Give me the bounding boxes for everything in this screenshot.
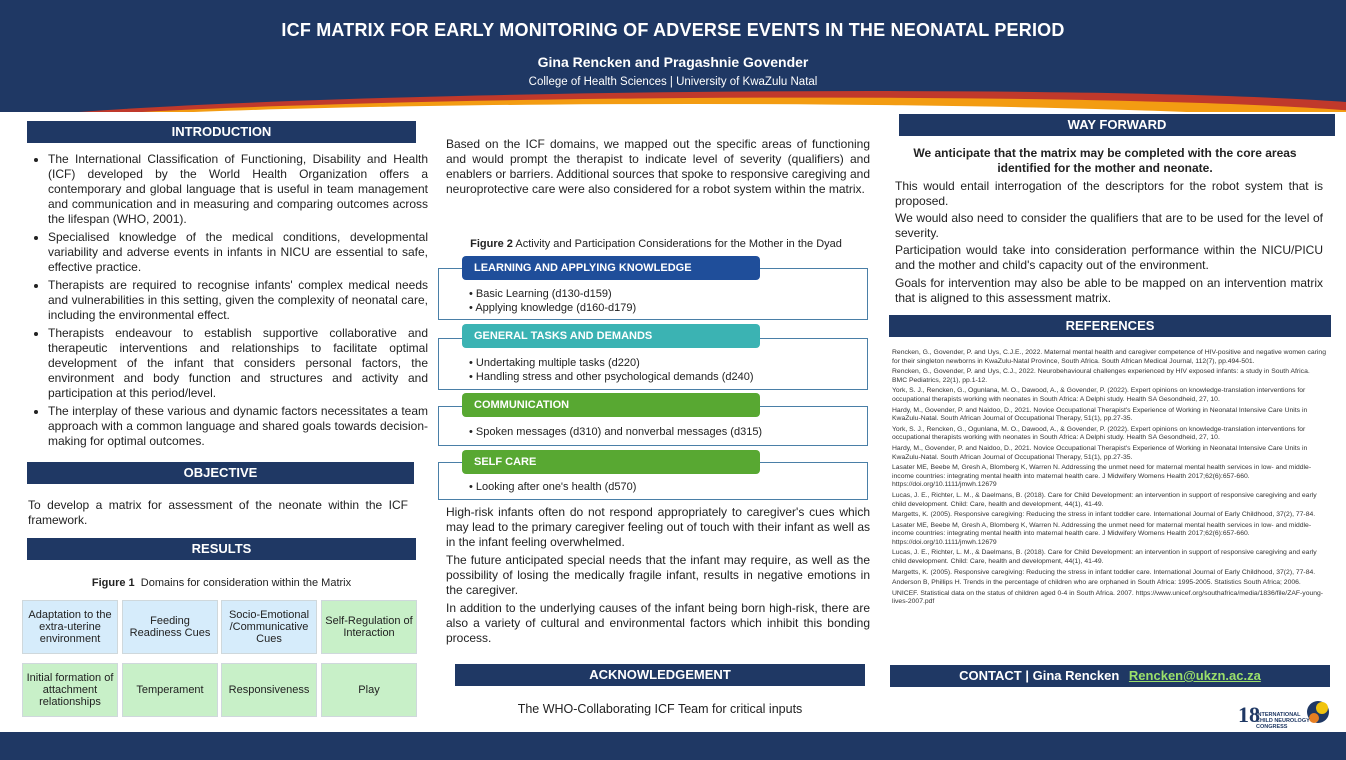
congress-logo (1238, 698, 1330, 732)
figure2-caption-text: Activity and Participation Considerations for the Mother in the Dyad (515, 238, 842, 250)
reference-item: Margetts, K. (2005). Responsive caregiving: Reducing the stress in infant toddler care. International Journal of Early Childhood, 37(2), 77-84. (892, 568, 1316, 576)
activity-item: • Spoken messages (d310) and nonverbal messages (d315) (469, 426, 763, 438)
domain-box: Initial formation of attachment relationships (22, 663, 118, 717)
reference-item: Anderson B, Phillips H. Trends in the percentage of children who are orphaned in South Africa: 1995-2005. Statistics South Africa; 2006. (892, 579, 1301, 587)
figure2-caption (446, 238, 866, 250)
way-forward-paragraph: Participation would take into consideration performance within the NICU/PICU and the mother and child's capacity out of the environment. (895, 243, 1323, 272)
high-risk-paragraph: High-risk infants often do not respond appropriately to caregiver's cues which may lead to the primary caregiver feeling out of touch with their infant as well as in the infant feeling overwhelmed. (446, 505, 870, 549)
activity-item: • Handling stress and other psychological demands (d240) (469, 371, 754, 383)
domain-box: Responsiveness (221, 663, 317, 717)
activity-heading-self-care: SELF CARE (462, 450, 760, 474)
reference-item: Rencken, G., Govender, P. and Uys, C.J., 2022. Neurobehavioural challenges experienced by HIV exposed infants: a study in South Africa. BMC Pediatrics, 22(1), pp.1-12. (892, 368, 1310, 384)
figure1-caption (27, 577, 416, 589)
footer-bar (0, 732, 1346, 760)
reference-item: Hardy, M., Govender, P. and Naidoo, D., 2021. Novice Occupational Therapist's Experience of Working in Neonatal Intensive Care Units in KwaZulu-Natal. South African Journal of Occupational Therapy, 51(1), pp.27-35. (892, 444, 1308, 461)
way-forward-paragraph: This would entail interrogation of the descriptors for the robot system that is proposed. (895, 179, 1323, 208)
reference-item: Lasater ME, Beebe M, Gresh A, Blomberg K, Warren N. Addressing the unmet need for maternal mental health services in low- and middle-income countries: integrating mental health into maternal health care. J Midwifery Womens Health 2017;62(6):657-660. https://doi.org/10.1111/jmwh.12679 (892, 464, 1312, 489)
contact-bar (890, 665, 1330, 687)
reference-item: Rencken, G., Govender, P. and Uys, C.J.E., 2022. Maternal mental health and caregiver competence of HIV-positive and negative women caring for their singleton newborns in KwaZulu-Natal Province, South Africa. South African Medical Journal, 112(7), pp.494-501. (892, 349, 1326, 365)
activity-item: • Applying knowledge (d160-d179) (469, 302, 637, 314)
results-heading: RESULTS (27, 538, 416, 560)
introduction-list (30, 152, 428, 452)
references-heading: REFERENCES (889, 315, 1331, 337)
intro-bullet: • The interplay of these various and dynamic factors necessitates a team approach with a common language and shared goals towards decision-making for optimal outcomes. (48, 404, 428, 449)
activity-item: • Looking after one's health (d570) (469, 481, 637, 493)
reference-item: York, S. J., Rencken, G., Ogunlana, M. O., Dawood, A., & Govender, P. (2022). Expert opinions on knowledge-translation interventions for occupational therapists working with neonates in South Africa: A Delphi study. Health SA Gesondheid, 27, 10. (892, 387, 1306, 403)
reference-item: York, S. J., Rencken, G., Ogunlana, M. O., Dawood, A., & Govender, P. (2022). Expert opinions on knowledge-translation interventions for occupational therapists working with neonates in South Africa: A Delphi study. Health SA Gesondheid, 27, 10. (892, 425, 1306, 442)
acknowledgement-heading: ACKNOWLEDGEMENT (455, 664, 865, 686)
introduction-heading: INTRODUCTION (27, 121, 416, 143)
activity-item: • Undertaking multiple tasks (d220) (469, 357, 640, 369)
domain-box: Play (321, 663, 417, 717)
reference-item: UNICEF. Statistical data on the status of children aged 0-4 in South Africa. 2007. https://www.unicef.org/southafrica/media/1836/file/ZAF-young-lives-2007.pdf (892, 589, 1324, 606)
acknowledgement-text: The WHO-Collaborating ICF Team for critical inputs (517, 702, 803, 716)
bonding-paragraph: In addition to the underlying causes of the infant being born high-risk, there are also a variety of cultural and environmental factors which inhibit this bonding process. (446, 601, 870, 645)
poster-affiliation: College of Health Sciences | University of KwaZulu Natal (528, 76, 818, 88)
domain-box: Feeding Readiness Cues (122, 600, 218, 654)
poster-title: ICF MATRIX FOR EARLY MONITORING OF ADVERSE EVENTS IN THE NEONATAL PERIOD (281, 20, 1065, 40)
way-forward-lead: We anticipate that the matrix may be completed with the core areas identified for the mother and neonate. (913, 146, 1297, 175)
domain-box: Socio-Emotional /Communicative Cues (221, 600, 317, 654)
logo-number: 18 (1238, 702, 1260, 727)
figure2-label: Figure 2 (470, 238, 513, 250)
activity-item: • Basic Learning (d130-d159) (469, 288, 612, 300)
figure1-label: Figure 1 (91, 577, 135, 589)
reference-item: Hardy, M., Govender, P. and Naidoo, D., 2021. Novice Occupational Therapist's Experience of Working in Neonatal Intensive Care Units in KwaZulu-Natal. South African Journal of Occupational Therapy, 51(1), pp.27-35. (892, 406, 1308, 423)
domain-box: Adaptation to the extra-uterine environment (22, 600, 118, 654)
activity-heading-learning: LEARNING AND APPLYING KNOWLEDGE (462, 256, 760, 280)
header-banner (0, 0, 1346, 112)
intro-bullet: • The International Classification of Functioning, Disability and Health (ICF) developed by the World Health Organization offers a contemporary and global language that is useful in team management and communication and in measuring and comparing outcomes across the lifespan (WHO, 2001). (48, 152, 428, 227)
references-list (892, 349, 1326, 609)
domain-box: Temperament (122, 663, 218, 717)
special-needs-paragraph: The future anticipated special needs that the infant may require, as well as the possibility of losing the medically fragile infant, results in negative emotions in the caregiver. (446, 553, 870, 597)
poster-authors: Gina Rencken and Pragashnie Govender (537, 54, 809, 70)
contact-label: CONTACT | Gina Rencken (959, 668, 1120, 683)
logo-text: INTERNATIONAL CHILD NEUROLOGY CONGRESS (1256, 712, 1310, 730)
reference-item: Margetts, K. (2005). Responsive caregiving: Reducing the stress in infant toddler care. International Journal of Early Childhood, 37(2), 77-84. (892, 511, 1316, 519)
intro-bullet: • Therapists endeavour to establish supportive collaborative and therapeutic interventions and relationships to facilitate optimal development of the infant that considers personal factors, the environment and body function and structures and activity and participation at this period/level. (48, 326, 428, 401)
domain-box: Self-Regulation of Interaction (321, 600, 417, 654)
way-forward-heading: WAY FORWARD (899, 114, 1335, 136)
intro-bullet: • Therapists are required to recognise infants' complex medical needs and vulnerabilities in this setting, given the complexity of neonatal care, including the environmental effect. (48, 278, 428, 323)
way-forward-paragraph: Goals for intervention may also be able to be mapped on an intervention matrix that is aligned to this assessment matrix. (895, 276, 1323, 305)
objective-heading: OBJECTIVE (27, 462, 414, 484)
objective-text: To develop a matrix for assessment of the neonate within the ICF framework. (28, 498, 408, 527)
activity-heading-communication: COMMUNICATION (462, 393, 760, 417)
reference-item: Lucas, J. E., Richter, L. M., & Daelmans, B. (2018). Care for Child Development: an intervention in support of responsive caregiving and early child development. Child: Care, health and development, 44(1), 41-49. (892, 549, 1317, 566)
intro-bullet: • Specialised knowledge of the medical conditions, developmental variability and adverse events in infants in NICU are essential to safe, effective practice. (48, 230, 428, 275)
contact-email-link[interactable]: Rencken@ukzn.ac.za (1128, 668, 1261, 683)
matrix-mapping-text: Based on the ICF domains, we mapped out the specific areas of functioning and would prompt the therapist to indicate level of severity (qualifiers) and enablers or barriers. Additional sources that spoke to responsive caregiving and neuroprotective care were also considered for a robot system within the matrix. (446, 137, 870, 196)
figure1-caption-text: Domains for consideration within the Matrix (140, 577, 352, 589)
way-forward-paragraph: We would also need to consider the qualifiers that are to be used for the level of severity. (895, 211, 1323, 240)
reference-item: Lucas, J. E., Richter, L. M., & Daelmans, B. (2018). Care for Child Development: an intervention in support of responsive caregiving and early child development. Child: Care, health and development, 44(1), 41-49. (892, 491, 1317, 508)
reference-item: Lasater ME, Beebe M, Gresh A, Blomberg K, Warren N. Addressing the unmet need for maternal mental health services in low- and middle-income countries: integrating mental health into maternal health care. J Midwifery Womens Health 2017;62(6):657-660. https://doi.org/10.1111/jmwh.12679 (892, 521, 1312, 546)
activity-heading-general-tasks: GENERAL TASKS AND DEMANDS (462, 324, 760, 348)
